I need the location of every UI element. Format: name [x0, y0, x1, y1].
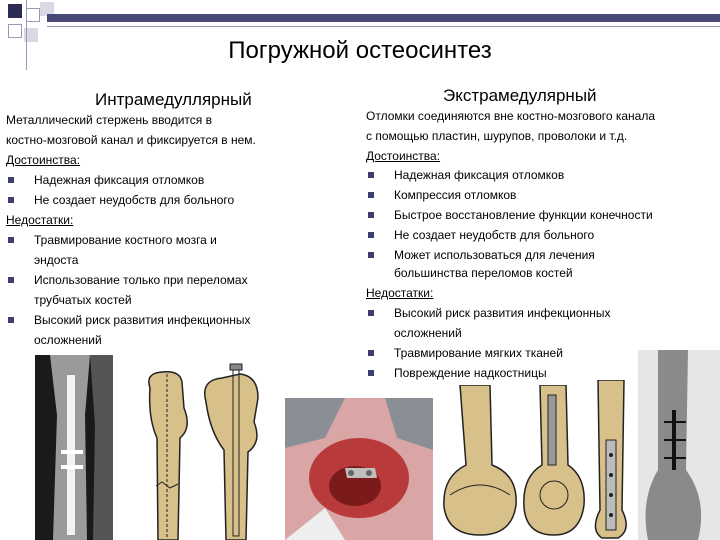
- slide-title: Погружной остеосинтез: [228, 37, 492, 64]
- left-pros-item: Не создает неудобств для больного: [34, 193, 235, 207]
- xray-extramedullary-image: [638, 350, 720, 540]
- deco-top-bar: [47, 14, 720, 22]
- right-pros-item: Компрессия отломков: [394, 188, 517, 202]
- femur-plate-illustration: [520, 385, 588, 540]
- bullet-icon: [8, 277, 14, 283]
- right-intro-line: с помощью пластин, шурупов, проволоки и т.д.: [366, 129, 628, 143]
- left-intro-line: костно-мозговой канал и фиксируется в нем.: [6, 133, 256, 147]
- bullet-icon: [8, 237, 14, 243]
- right-cons-item: Высокий риск развития инфекционных: [394, 306, 611, 320]
- bullet-icon: [8, 177, 14, 183]
- bullet-icon: [368, 370, 374, 376]
- deco-square: [8, 4, 22, 18]
- xray-intramedullary-image: [35, 355, 113, 540]
- right-cons-label: Недостатки:: [366, 286, 434, 300]
- left-cons-item: осложнений: [34, 333, 102, 347]
- femur-rod-illustration: [140, 368, 198, 540]
- right-pros-item: Не создает неудобств для больного: [394, 228, 595, 242]
- left-cons-item: эндоста: [34, 253, 79, 267]
- femur-rod-illustration: [200, 362, 270, 540]
- bullet-icon: [8, 317, 14, 323]
- right-pros-item: Может использоваться для лечения: [394, 248, 595, 262]
- right-cons-item: Повреждение надкостницы: [394, 366, 547, 380]
- left-pros-label: Достоинства:: [6, 153, 81, 167]
- bullet-icon: [368, 310, 374, 316]
- right-heading: Экстрамедулярный: [443, 86, 597, 105]
- left-cons-item: трубчатых костей: [34, 293, 132, 307]
- right-pros-item: Надежная фиксация отломков: [394, 168, 565, 182]
- left-intro-line: Металлический стержень вводится в: [6, 113, 212, 127]
- right-pros-item: Быстрое восстановление функции конечности: [394, 208, 653, 222]
- left-cons-item: Использование только при переломах: [34, 273, 248, 287]
- bullet-icon: [368, 232, 374, 238]
- left-cons-item: Травмирование костного мозга и: [34, 233, 217, 247]
- bullet-icon: [8, 197, 14, 203]
- surgery-photo: [285, 398, 433, 540]
- right-cons-item: Травмирование мягких тканей: [394, 346, 563, 360]
- bullet-icon: [368, 350, 374, 356]
- right-cons-item: осложнений: [394, 326, 462, 340]
- left-pros-item: Надежная фиксация отломков: [34, 173, 205, 187]
- left-cons-label: Недостатки:: [6, 213, 74, 227]
- bullet-icon: [368, 172, 374, 178]
- right-intro-line: Отломки соединяются вне костно-мозгового канала: [366, 109, 656, 123]
- bone-plate-illustration: [588, 380, 634, 540]
- deco-square: [26, 8, 40, 22]
- right-pros-label: Достоинства:: [366, 149, 441, 163]
- bullet-icon: [368, 212, 374, 218]
- left-heading: Интрамедуллярный: [95, 90, 252, 109]
- right-pros-item: большинства переломов костей: [394, 266, 573, 280]
- bullet-icon: [368, 192, 374, 198]
- deco-top-thin-line: [47, 26, 720, 27]
- femur-plate-illustration: [440, 385, 520, 540]
- left-cons-item: Высокий риск развития инфекционных: [34, 313, 251, 327]
- bullet-icon: [368, 252, 374, 258]
